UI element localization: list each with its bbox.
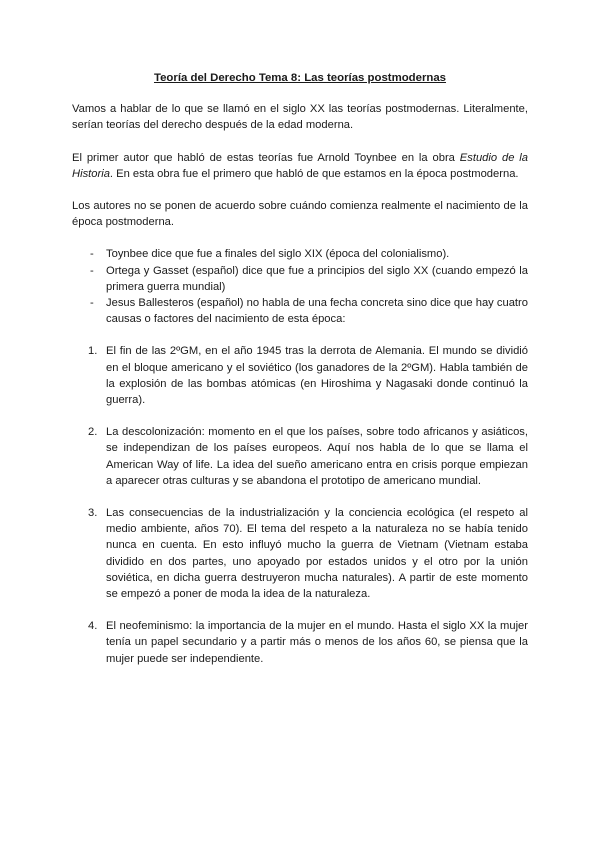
authors-list <box>72 246 528 327</box>
list-item-text: Ortega y Gasset (español) dice que fue a principios del siglo XX (cuando empezó la primera guerra mundial) <box>106 264 528 293</box>
list-item-text: El neofeminismo: la importancia de la mujer en el mundo. Hasta el siglo XX la mujer tenía un papel secundario y a partir más o menos de los años 60, se piensa que la mujer puede ser independiente. <box>106 620 528 665</box>
list-number: 2. <box>88 426 98 439</box>
authors-paragraph: Los autores no se ponen de acuerdo sobre cuándo comienza realmente el nacimiento de la época postmoderna. <box>72 200 528 229</box>
toynbee-text-end: . En esta obra fue el primero que habló de que estamos en la época postmoderna. <box>109 167 519 180</box>
book-title: Estudio de la Historia <box>72 151 529 180</box>
list-item <box>72 618 528 667</box>
intro-paragraph: Vamos a hablar de lo que se llamó en el siglo XX las teorías postmodernas. Literalmente, serían teorías del derecho después de la edad moderna. <box>72 103 528 132</box>
list-item <box>72 295 528 327</box>
list-item <box>72 424 528 489</box>
dash-marker: - <box>90 297 94 310</box>
list-item <box>72 263 528 295</box>
list-item <box>72 343 528 408</box>
toynbee-text-start: El primer autor que habló de estas teorías fue Arnold Toynbee en la obra <box>72 151 460 164</box>
list-item-text: La descolonización: momento en el que los países, sobre todo africanos y asiáticos, se independizan de los países europeos. Aquí nos habla de lo que se llama el American Way of life. La idea del sueño americano entra en crisis porque empiezan a aparecer otras culturas y se abandona el prototipo de americano mundial. <box>106 426 528 487</box>
document-title: Teoría del Derecho Tema 8: Las teorías postmodernas <box>153 72 447 84</box>
toynbee-paragraph <box>72 150 528 182</box>
list-item-text: Toynbee dice que fue a finales del siglo XIX (época del colonialismo). <box>106 248 450 261</box>
dash-marker: - <box>90 248 94 261</box>
list-item <box>72 505 528 602</box>
list-number: 1. <box>88 345 98 358</box>
list-item-text: Las consecuencias de la industrialización y la conciencia ecológica (el respeto al medio ambiente, años 70). El tema del respeto a la naturaleza no se había tenido nunca en cuenta. En esto influyó mucho la guerra de Vietnam (Vietnam estaba dividido en dos partes, uno apoyado por estados unidos y el otro por la unión soviética, en dicha guerra destruyeron mucha naturales). A partir de este momento se empezó a poner de moda la idea de la naturaleza. <box>106 507 528 601</box>
causes-list <box>72 343 528 666</box>
dash-marker: - <box>90 264 94 277</box>
list-item-text: Jesus Ballesteros (español) no habla de una fecha concreta sino dice que hay cuatro causas o factores del nacimiento de esta época: <box>106 297 528 326</box>
list-item <box>72 246 528 262</box>
list-item-text: El fin de las 2ºGM, en el año 1945 tras la derrota de Alemania. El mundo se dividió en el bloque americano y el soviético (los ganadores de la 2ºGM). Habla también de la explosión de las bombas atómicas (en Hiroshima y Nagasaki donde continuó la guerra). <box>106 345 528 407</box>
list-number: 3. <box>88 507 98 520</box>
list-number: 4. <box>88 620 98 633</box>
